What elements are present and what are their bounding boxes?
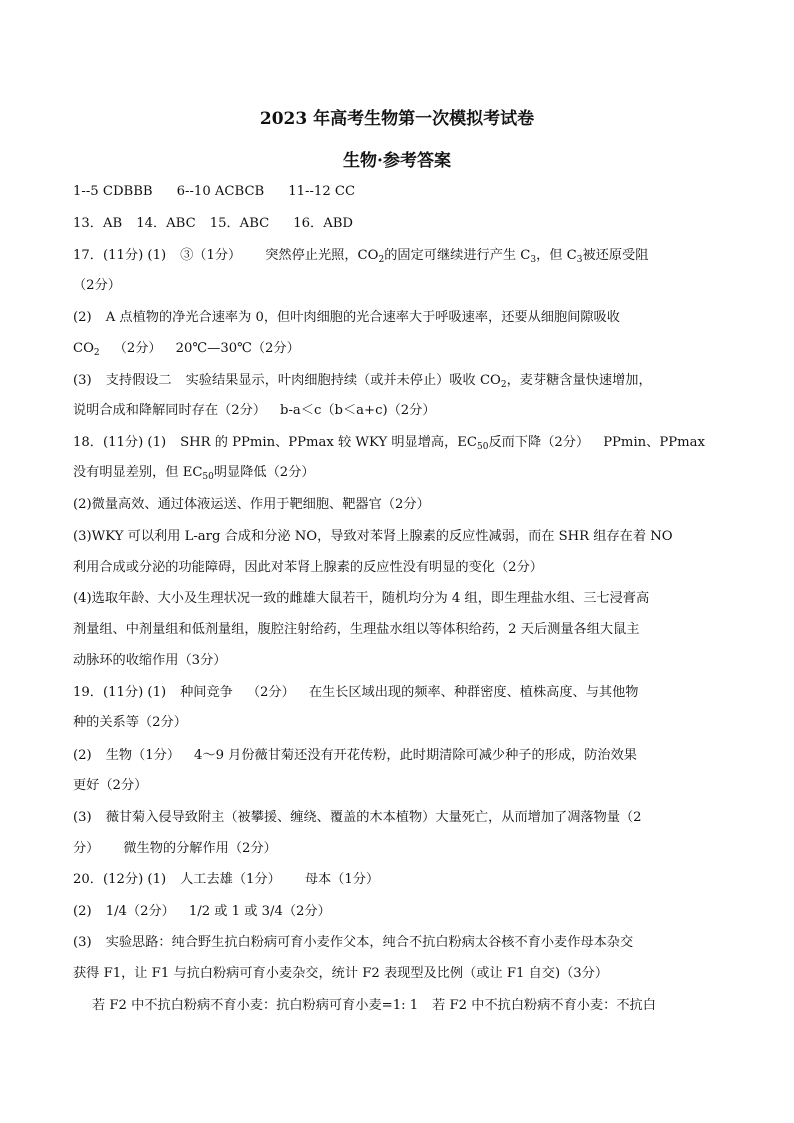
answer-line-choice-13-16: [73, 214, 683, 234]
q20-part3-text: 实验思路：纯合野生抗白粉病可育小麦作父本，纯合不抗白粉病太谷核不育小麦作母本杂交: [105, 935, 634, 950]
q18-part1-text: 反而下降（2分）: [488, 435, 590, 450]
answer-line-q20-3: [73, 933, 683, 953]
q19-part1-answer: 种间竞争: [180, 685, 233, 700]
answer-line-q19-4: [73, 776, 683, 796]
q17-part3-hypothesis: 支持假设二: [105, 373, 172, 388]
subscript: 3: [576, 255, 583, 265]
answer-16: 16．ABD: [293, 216, 354, 231]
answer-line-choice-1-12: [73, 182, 683, 202]
q19-part3-text: 微生物的分解作用（2分）: [123, 841, 277, 856]
answer-line-q18-1: [73, 433, 705, 453]
q20-part1-answer: 母本（1分）: [304, 872, 380, 887]
answer-14: 14．ABC: [136, 216, 196, 231]
q18-part3-text: 利用合成或分泌的功能障碍，因此对苯肾上腺素的反应性没有明显的变化（2分）: [73, 560, 543, 575]
q17-part1-text: ，但 C: [536, 248, 577, 263]
q20-part3-text: 获得 F1，让 F1 与抗白粉病可育小麦杂交，统计 F2 表现型及比例（或让 F1 自交)（3分）: [73, 966, 609, 981]
q18-part4-text: 剂量组、中剂量组和低剂量组，腹腔注射给药，生理盐水组以等体积给药，2 天后测量各组大鼠主: [73, 622, 640, 637]
q19-part2-text: 4～9 月份薇甘菊还没有开花传粉，此时期清除可减少种子的形成，防治效果: [194, 748, 637, 763]
answer-line-q20-4: [73, 964, 683, 984]
answer-line-q19-1: [73, 683, 683, 703]
answer-line-q17-4: [73, 339, 683, 359]
answer-line-q17-6: [73, 401, 683, 421]
q17-part3-text: 实验结果显示，叶肉细胞持续（或并未停止）吸收 CO: [185, 373, 501, 388]
q19-label: 19．(11分) (1): [73, 685, 167, 700]
subscript: 50: [477, 442, 489, 452]
q17-part3-text: ，麦芽糖含量快速增加，: [506, 373, 652, 388]
q20-part2-label: (2): [73, 904, 92, 919]
q17-part2-score: （2分）: [113, 341, 162, 356]
q17-label: 17．(11分) (1): [73, 248, 167, 263]
q18-part3-text: (3)WKY 可以利用 L-arg 合成和分泌 NO，导致对苯肾上腺素的反应性减弱，而在 SHR 组存在着 NO: [73, 529, 673, 544]
answer-line-q17-5: [73, 371, 683, 391]
subscript: 2: [93, 348, 100, 358]
q19-part1-text: 种的关系等（2分）: [73, 715, 187, 730]
answer-line-q18-8: [73, 651, 683, 671]
q19-part3-text: 薇甘菊入侵导致附主（被攀援、缠绕、覆盖的木本植物）大量死亡，从而增加了凋落物量（2: [105, 810, 642, 825]
q18-part1-text: 没有明显差别，但 EC: [73, 465, 203, 480]
q19-part2-label: (2): [73, 748, 92, 763]
answer-line-q17-1: [73, 246, 683, 266]
q17-score: （2分）: [73, 278, 121, 293]
subscript: 3: [530, 255, 537, 265]
subscript: 2: [500, 380, 507, 390]
answer-line-q18-6: [73, 589, 683, 609]
answer-line-q18-3: [73, 495, 683, 515]
page-title: 2023 年高考生物第一次模拟考试卷: [259, 109, 535, 129]
q19-part2-answer: 生物（1分）: [105, 748, 181, 763]
q18-part4-text: 动脉环的收缩作用（3分）: [73, 653, 227, 668]
answer-6-10: 6--10 ACBCB: [176, 184, 265, 199]
q17-part1-text: 突然停止光照，CO: [265, 248, 379, 263]
answer-line-q18-4: [73, 527, 683, 547]
answer-line-q17-2: [73, 276, 683, 296]
q17-part2-temperature: 20℃—30℃（2分）: [175, 341, 300, 356]
q18-part2-text: (2)微量高效、通过体液运送、作用于靶细胞、靶器官（2分）: [73, 497, 430, 512]
q20-part3-result: 若 F2 中不抗白粉病不育小麦：不抗白: [432, 998, 656, 1013]
q18-part1-text: PPmin、PPmax: [603, 435, 705, 450]
answer-line-q20-5: [92, 996, 683, 1016]
q17-part1-answer: ③（1分）: [180, 248, 242, 263]
answer-15: 15．ABC: [209, 216, 270, 231]
q17-part2-text: CO: [73, 341, 94, 356]
q17-part1-text: 的固定可继续进行产生 C: [384, 248, 531, 263]
subscript: 50: [202, 472, 214, 482]
q18-part4-text: (4)选取年龄、大小及生理状况一致的雌雄大鼠若干，随机均分为 4 组，即生理盐水组、三七浸膏高: [73, 591, 650, 606]
q19-part1-score: （2分）: [246, 685, 295, 700]
answer-line-q19-3: [73, 746, 683, 766]
q18-label: 18．(11分) (1): [73, 435, 167, 450]
answer-11-12: 11--12 CC: [288, 184, 356, 199]
q18-part1-text: 明显降低（2分）: [213, 465, 315, 480]
q20-part2-answer: 1/2 或 1 或 3/4（2分）: [188, 904, 331, 919]
answer-line-q20-2: [73, 902, 683, 922]
page-subtitle: 生物·参考答案: [343, 151, 451, 171]
q17-part3-formula: b-a＜c（b＜a+c)（2分）: [280, 403, 436, 418]
answer-1-5: 1--5 CDBBB: [73, 184, 153, 199]
q20-part2-answer: 1/4（2分）: [105, 904, 175, 919]
q20-part1-answer: 人工去雄（1分）: [180, 872, 281, 887]
subscript: 2: [378, 255, 385, 265]
q18-part1-text: SHR 的 PPmin、PPmax 较 WKY 明显增高，EC: [180, 435, 478, 450]
q20-label: 20．(12分) (1): [73, 872, 167, 887]
q17-part2-label: (2): [73, 310, 92, 325]
answer-line-q19-6: [73, 839, 683, 859]
answer-line-q17-3: [73, 308, 683, 328]
q19-part2-text: 更好（2分）: [73, 778, 148, 793]
q20-part3-label: (3): [73, 935, 92, 950]
q19-part3-label: (3): [73, 810, 92, 825]
answer-line-q19-5: [73, 808, 683, 828]
answer-13: 13．AB: [73, 216, 123, 231]
answer-line-q20-1: [73, 870, 683, 890]
answer-line-q18-2: [73, 463, 683, 483]
q20-part3-result: 若 F2 中不抗白粉病不育小麦：抗白粉病可育小麦=1: 1: [92, 998, 419, 1013]
q17-part3-text: 说明合成和降解同时存在（2分）: [73, 403, 267, 418]
answer-line-q18-5: [73, 558, 683, 578]
q17-part2-text: A 点植物的净光合速率为 0，但叶肉细胞的光合速率大于呼吸速率，还要从细胞间隙吸收: [105, 310, 620, 325]
q19-part1-text: 在生长区域出现的频率、种群密度、植株高度、与其他物: [308, 685, 639, 700]
q19-part3-text: 分）: [73, 841, 100, 856]
q17-part1-text: 被还原受阻: [582, 248, 649, 263]
answer-line-q18-7: [73, 620, 683, 640]
answer-line-q19-2: [73, 713, 683, 733]
q17-part3-label: (3): [73, 373, 92, 388]
